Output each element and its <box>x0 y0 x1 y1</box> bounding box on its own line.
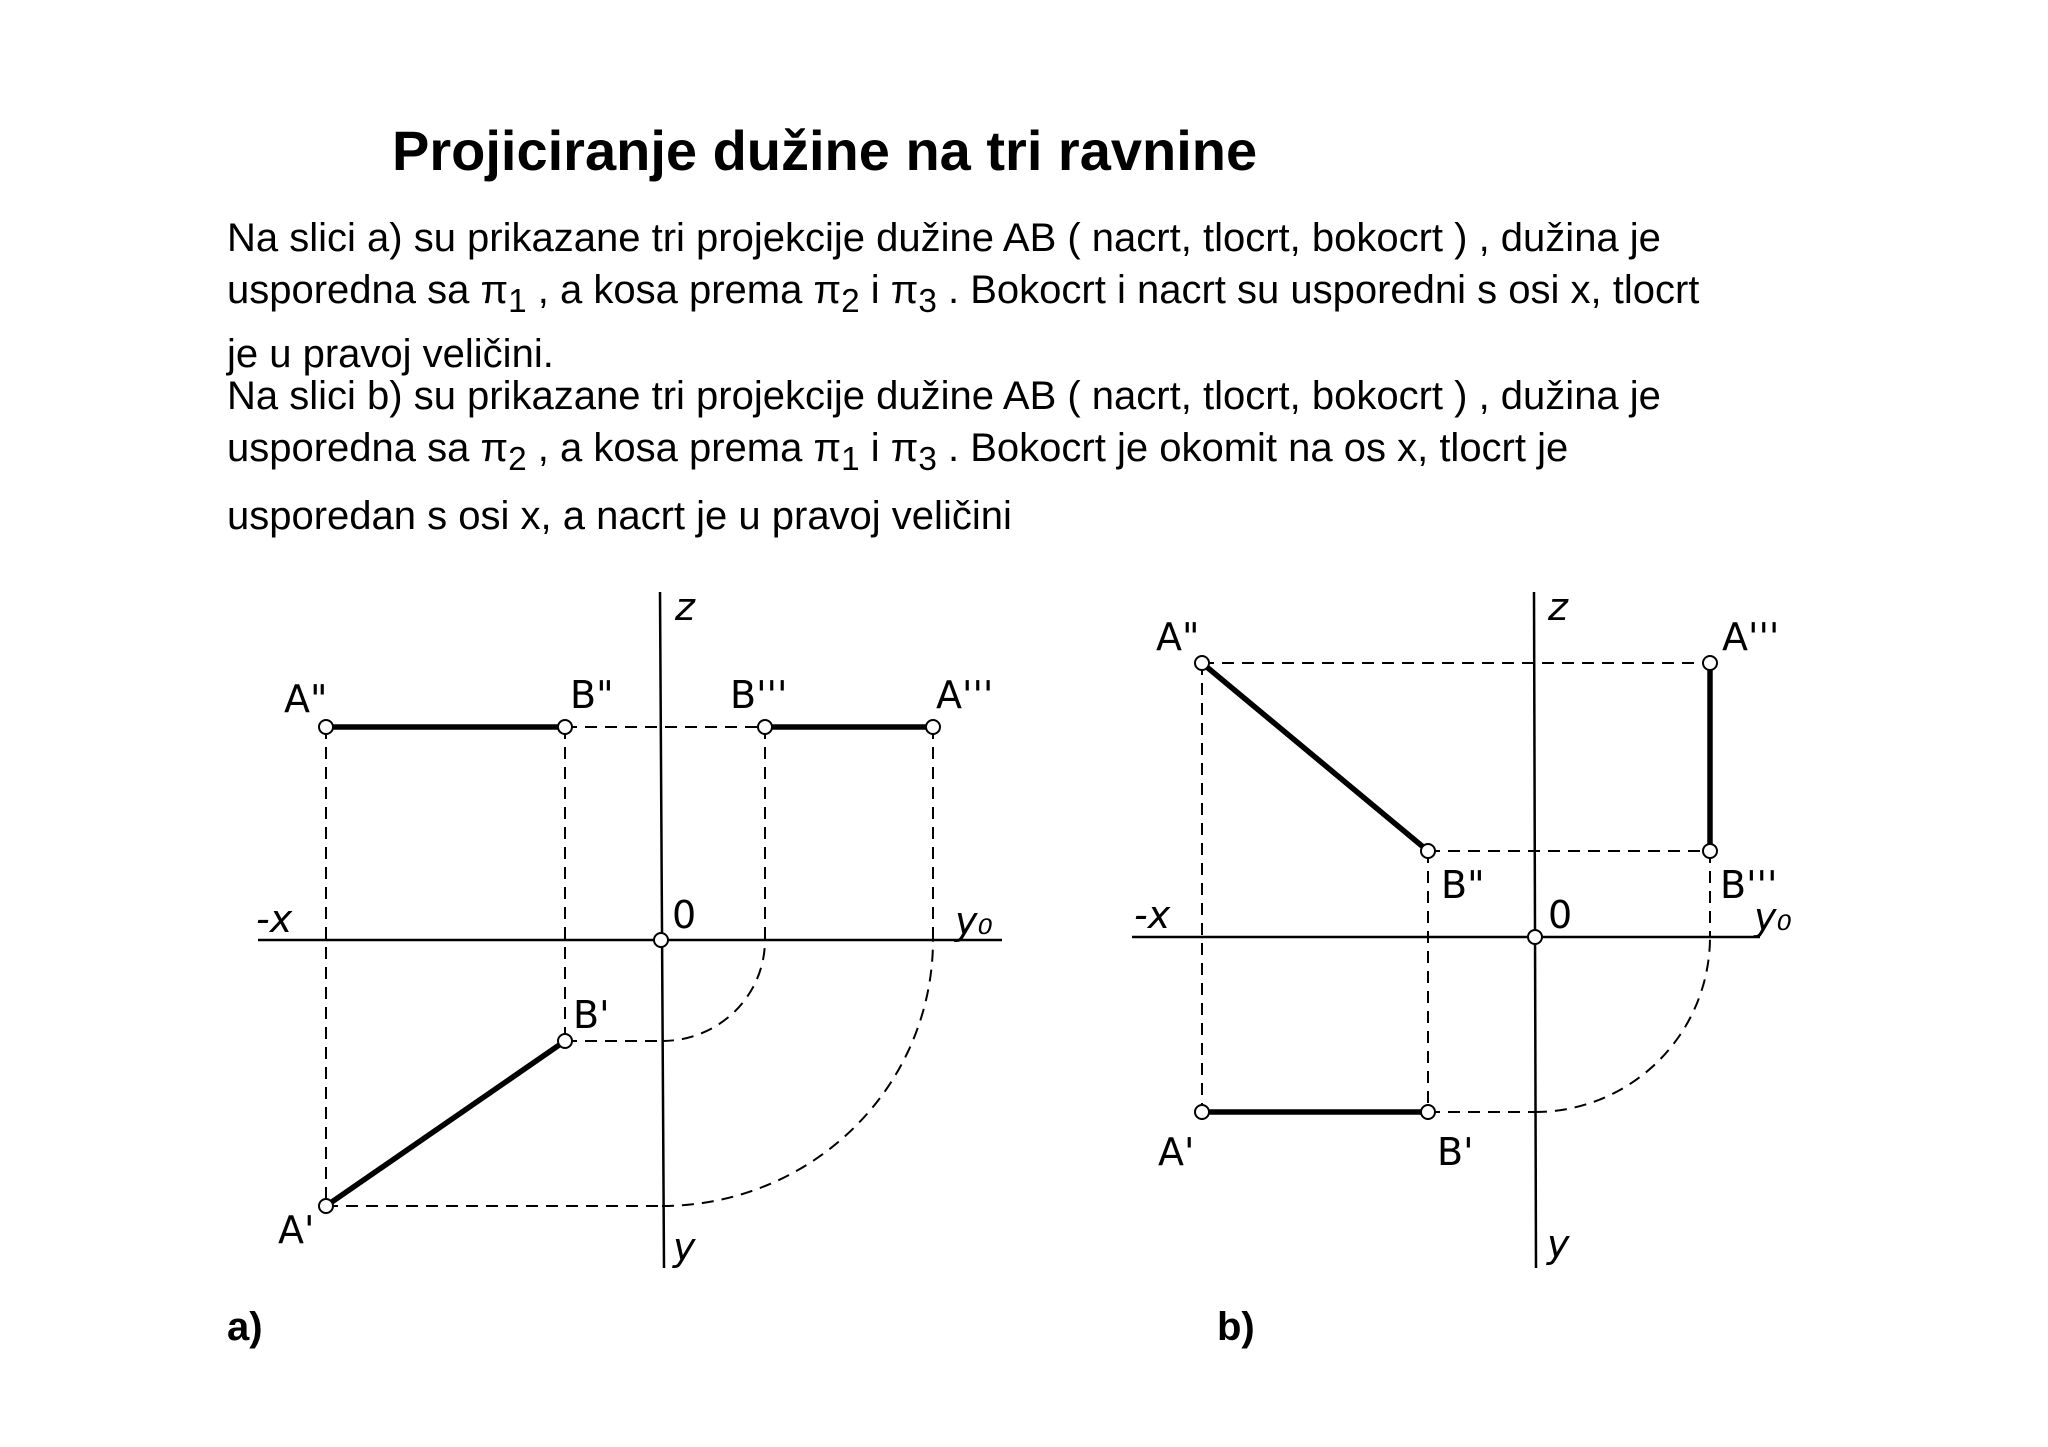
paragraph-b-line-3: usporedan s osi x, a nacrt je u pravoj veličini <box>227 494 1012 538</box>
point-A1-a <box>319 1199 333 1213</box>
arc-A-a <box>662 940 933 1206</box>
text-run: usporedna sa π <box>227 268 509 312</box>
figure-a <box>256 585 1002 1269</box>
figure-b <box>1132 585 1792 1268</box>
text-run: i π <box>859 426 919 470</box>
point-B3-b <box>1703 844 1717 858</box>
subscript: 2 <box>508 441 527 478</box>
label-B2-a: B" <box>570 673 614 717</box>
subscript: 1 <box>841 441 860 478</box>
paragraph-a-line-3: je u pravoj veličini. <box>227 332 554 376</box>
text-run: , a kosa prema π <box>526 268 842 312</box>
arc-B-a <box>662 940 765 1041</box>
figure-a-caption: a) <box>227 1305 263 1349</box>
label-A1-b: A' <box>1158 1130 1195 1174</box>
subscript: 3 <box>918 441 937 478</box>
arc-b <box>1535 937 1710 1112</box>
text-run: usporedna sa π <box>227 426 509 470</box>
point-B2-a <box>558 720 572 734</box>
point-B1-a <box>558 1034 572 1048</box>
point-origin-a <box>654 933 668 947</box>
point-origin-b <box>1528 930 1542 944</box>
label-y-b: y <box>1547 1222 1570 1266</box>
text-run: , a kosa prema π <box>526 426 842 470</box>
segment-nacrt-b <box>1202 663 1428 851</box>
label-B3-b: B''' <box>1720 863 1778 907</box>
axis-z-a <box>660 592 664 1268</box>
label-minus-x-b: -x <box>1134 893 1171 937</box>
text-run: . Bokocrt je okomit na os x, tlocrt je <box>936 426 1569 470</box>
label-origin-b: 0 <box>1548 893 1573 937</box>
subscript: 3 <box>918 283 937 320</box>
page-title: Projiciranje dužine na tri ravnine <box>392 119 1258 182</box>
label-B1-a: B' <box>573 993 610 1037</box>
label-A1-a: A' <box>278 1208 315 1252</box>
label-z-a: z <box>675 585 695 629</box>
point-B1-b <box>1421 1105 1435 1119</box>
label-A3-b: A''' <box>1722 615 1780 659</box>
label-B2-b: B" <box>1441 863 1485 907</box>
text-run: i π <box>859 268 919 312</box>
label-A3-a: A''' <box>936 673 994 717</box>
label-z-b: z <box>1548 585 1568 629</box>
figure-b-caption: b) <box>1217 1305 1255 1349</box>
point-B3-a <box>758 720 772 734</box>
point-A2-a <box>319 720 333 734</box>
paragraph-b-line-1: Na slici b) su prikazane tri projekcije dužine AB ( nacrt, tlocrt, bokocrt ) , dužina je <box>227 374 1661 418</box>
label-y0-b: y₀ <box>1754 895 1792 939</box>
text-run: . Bokocrt i nacrt su usporedni s osi x, tlocrt <box>936 268 1700 312</box>
point-A3-a <box>926 720 940 734</box>
point-B2-b <box>1421 844 1435 858</box>
subscript: 1 <box>508 283 527 320</box>
subscript: 2 <box>841 283 860 320</box>
paragraph-a-line-1: Na slici a) su prikazane tri projekcije dužine AB ( nacrt, tlocrt, bokocrt ) , dužina je <box>227 216 1661 260</box>
label-y0-a: y₀ <box>955 899 993 943</box>
label-B1-b: B' <box>1437 1130 1474 1174</box>
point-A1-b <box>1195 1105 1209 1119</box>
label-A2-a: A" <box>284 677 328 721</box>
label-minus-x-a: -x <box>256 897 293 941</box>
label-origin-a: 0 <box>672 893 697 937</box>
point-A3-b <box>1703 656 1717 670</box>
label-B3-a: B''' <box>730 673 788 717</box>
label-y-a: y <box>673 1225 696 1269</box>
label-A2-b: A" <box>1156 615 1200 659</box>
segment-tlocrt-a <box>326 1041 565 1206</box>
